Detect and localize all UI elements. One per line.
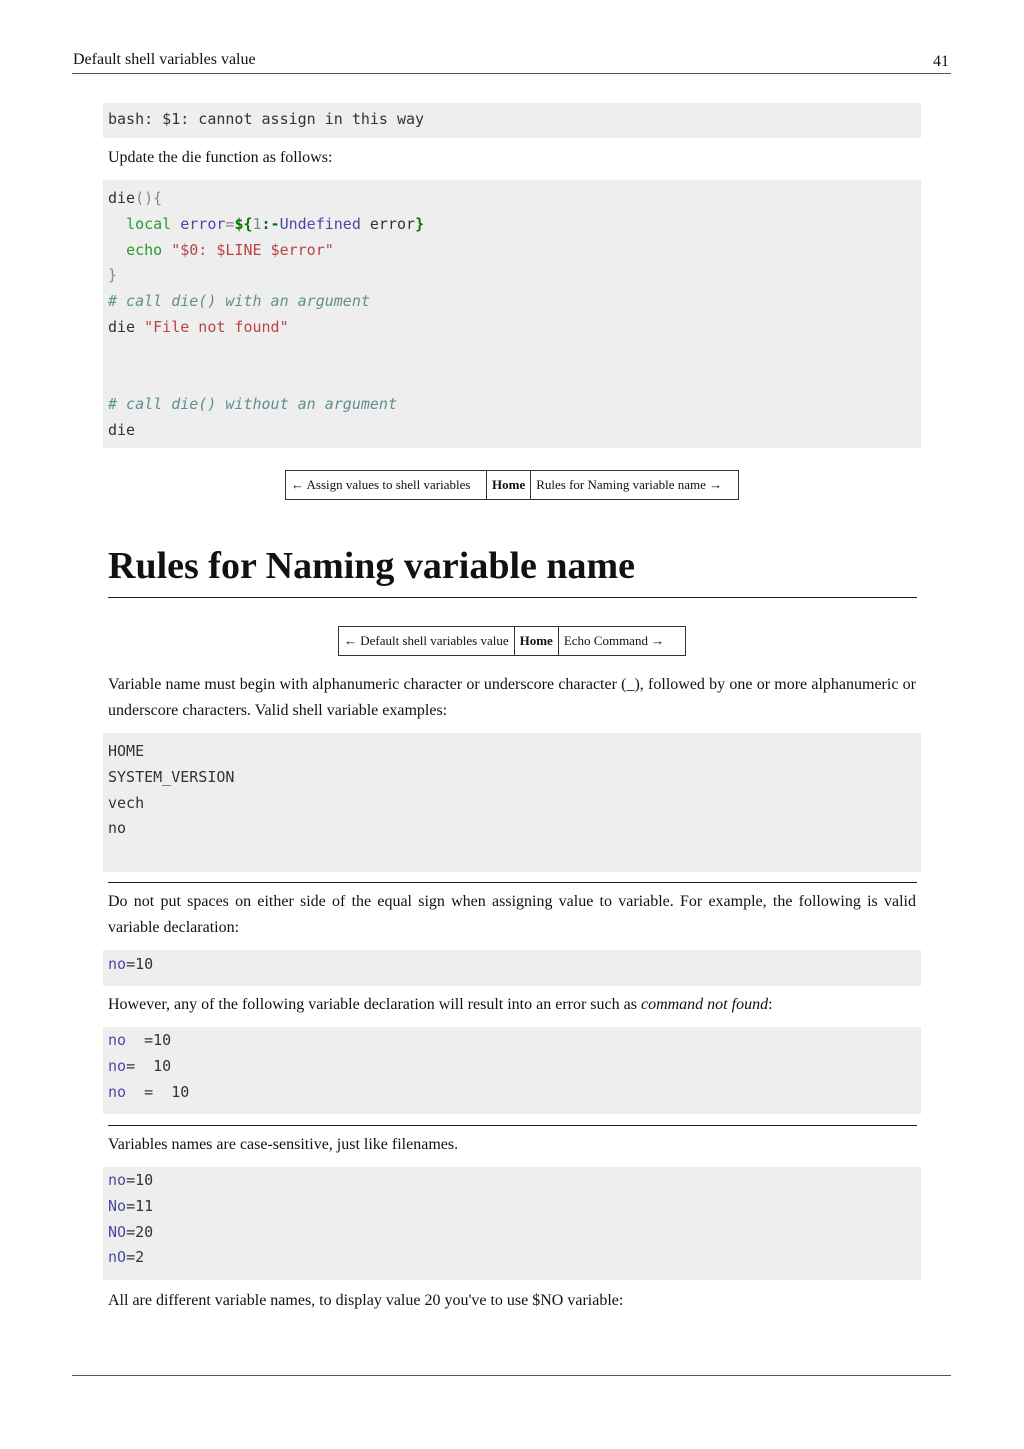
code-line: no= 10: [108, 1056, 172, 1075]
code-line: }: [108, 266, 118, 285]
page-number: 41: [933, 53, 949, 70]
code-block-valid-declaration: [103, 950, 921, 986]
code-line: die "File not found": [108, 317, 289, 336]
header-rule: [72, 73, 951, 74]
nav-home-link[interactable]: Home: [515, 627, 559, 655]
code-line: die: [108, 421, 136, 440]
paragraph-equal-sign: Do not put spaces on either side of the equal sign when assigning value to variable. For example, the following is valid variable declaration:: [108, 893, 916, 936]
paragraph-case-sensitive: Variables names are case-sensitive, just like filenames.: [108, 1136, 459, 1153]
code-block-case-examples: [103, 1167, 921, 1280]
section-title-rule: [108, 597, 917, 598]
code-line: vech: [108, 793, 145, 812]
nav-box-section: [338, 626, 686, 656]
section-title: Rules for Naming variable name: [108, 545, 636, 587]
code-blank-line: [108, 367, 916, 393]
code-line: nO=2: [108, 1248, 145, 1267]
code-line: NO=20: [108, 1222, 154, 1241]
code-line: no =10: [108, 1031, 172, 1049]
code-line: no: [108, 819, 127, 838]
footer-rule: [72, 1375, 951, 1376]
nav-next-link[interactable]: Echo Command →: [563, 633, 665, 648]
paragraph-different-names: All are different variable names, to display value 20 you've to use $NO variable:: [108, 1292, 624, 1309]
code-line: echo "$0: $LINE $error": [126, 240, 334, 259]
code-comment: # call die() with an argument: [108, 292, 370, 311]
code-line: die(){: [108, 189, 163, 207]
nav-prev-link[interactable]: ← Assign values to shell variables: [286, 471, 487, 499]
code-block-invalid-declarations: [103, 1027, 921, 1114]
code-line: no=10: [108, 955, 154, 973]
header-title: Default shell variables value: [73, 51, 256, 68]
code-block-die-function: [103, 180, 921, 448]
code-line: no=10: [108, 1171, 154, 1189]
divider: [108, 1125, 917, 1126]
code-block-valid-names: [103, 733, 921, 872]
code-comment: # call die() without an argument: [108, 395, 397, 414]
nav-home-link[interactable]: Home: [487, 471, 531, 499]
divider: [108, 882, 917, 883]
code-line: bash: $1: cannot assign in this way: [108, 110, 425, 128]
code-line: No=11: [108, 1196, 154, 1215]
nav-next-link[interactable]: Rules for Naming variable name →: [536, 477, 723, 492]
code-block-error: [103, 103, 921, 138]
paragraph-errors: However, any of the following variable declaration will result into an error such as command not found:: [108, 996, 773, 1013]
code-line: no = 10: [108, 1082, 190, 1101]
code-line: SYSTEM_VERSION: [108, 767, 235, 786]
nav-prev-link[interactable]: ← Default shell variables value: [339, 627, 515, 655]
code-blank-line: [108, 341, 916, 367]
code-line: local error=${1:-Undefined error}: [126, 214, 425, 233]
code-line: HOME: [108, 742, 145, 760]
paragraph-naming-rule: Variable name must begin with alphanumeric character or underscore character (_), followed by one or more alphanumeric or underscore characters. Valid shell variable examples:: [108, 676, 916, 719]
paragraph-update-die: Update the die function as follows:: [108, 149, 333, 166]
nav-box-top: [285, 470, 739, 500]
